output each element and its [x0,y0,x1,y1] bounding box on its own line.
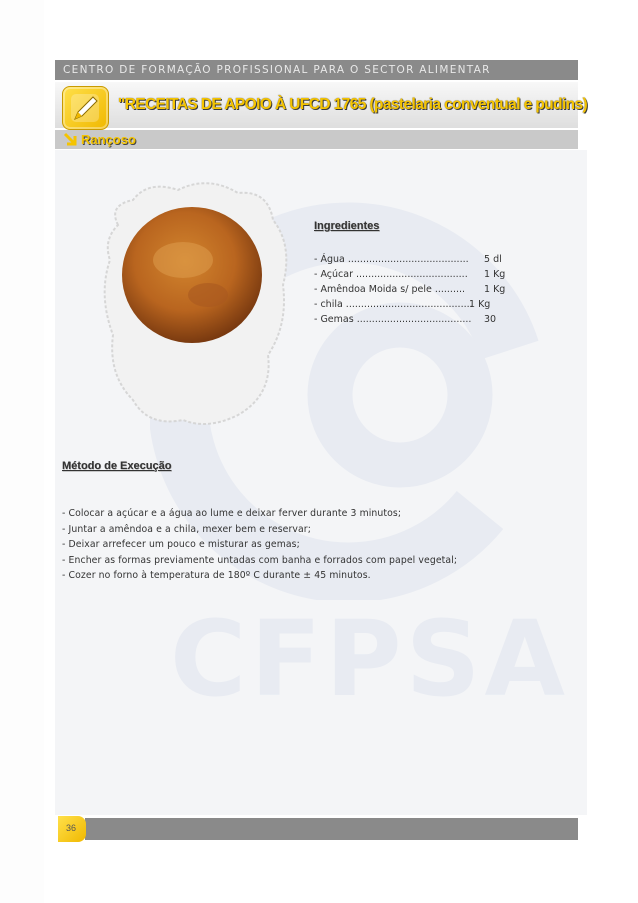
ingredient-qty: 1 Kg [484,269,506,280]
ingredient-item [314,312,534,327]
ingredient-qty: 30 [484,314,497,325]
ingredients-heading: Ingredientes [314,220,380,232]
method-step: - Colocar a açúcar e a água ao lume e deixar ferver durante 3 minutos; [62,508,402,519]
institution-bar: CENTRO DE FORMAÇÃO PROFISSIONAL PARA O SECTOR ALIMENTAR [55,60,578,80]
left-margin [0,0,44,903]
ingredient-name: - chila .......................................... [314,299,473,310]
ingredient-item [314,297,534,312]
ingredient-name: - Amêndoa Moida s/ pele .......... [314,284,466,295]
watermark-text: CFPSA [170,598,569,720]
pencil-badge [62,86,109,130]
footer-bar [85,818,578,840]
method-step: - Encher as formas previamente untadas com banha e forrados com papel vegetal; [62,554,458,566]
method-steps [62,506,562,584]
ingredient-name: - Gemas ...................................... [314,314,472,325]
cake-photo [88,165,298,435]
ingredient-item [314,267,534,282]
ingredient-qty: 1 Kg [484,284,506,295]
page-number: 36 [66,823,77,833]
ingredient-qty: 1 Kg [469,299,491,310]
page-title: "RECEITAS DE APOIO À UFCD 1765 (pastelaria conventual e pudins) [118,96,588,113]
pencil-icon [67,90,103,126]
ingredient-item [314,252,534,267]
ingredients-list [314,252,534,327]
method-step: - Cozer no forno à temperatura de 180º C durante ± 45 minutos. [62,570,371,582]
ingredient-item [314,282,534,297]
method-heading: Método de Execução [62,460,172,472]
ingredient-name: - Água ........................................ [314,254,469,265]
ingredient-name: - Açúcar ..................................... [314,269,468,280]
recipe-name: Rançoso [81,132,136,147]
method-step: - Juntar a amêndoa e a chila, mexer bem e reservar; [62,523,311,535]
method-step: - Deixar arrefecer um pouco e misturar as gemas; [62,539,300,551]
arrow-icon [63,132,79,146]
ingredient-qty: 5 dl [484,254,502,265]
